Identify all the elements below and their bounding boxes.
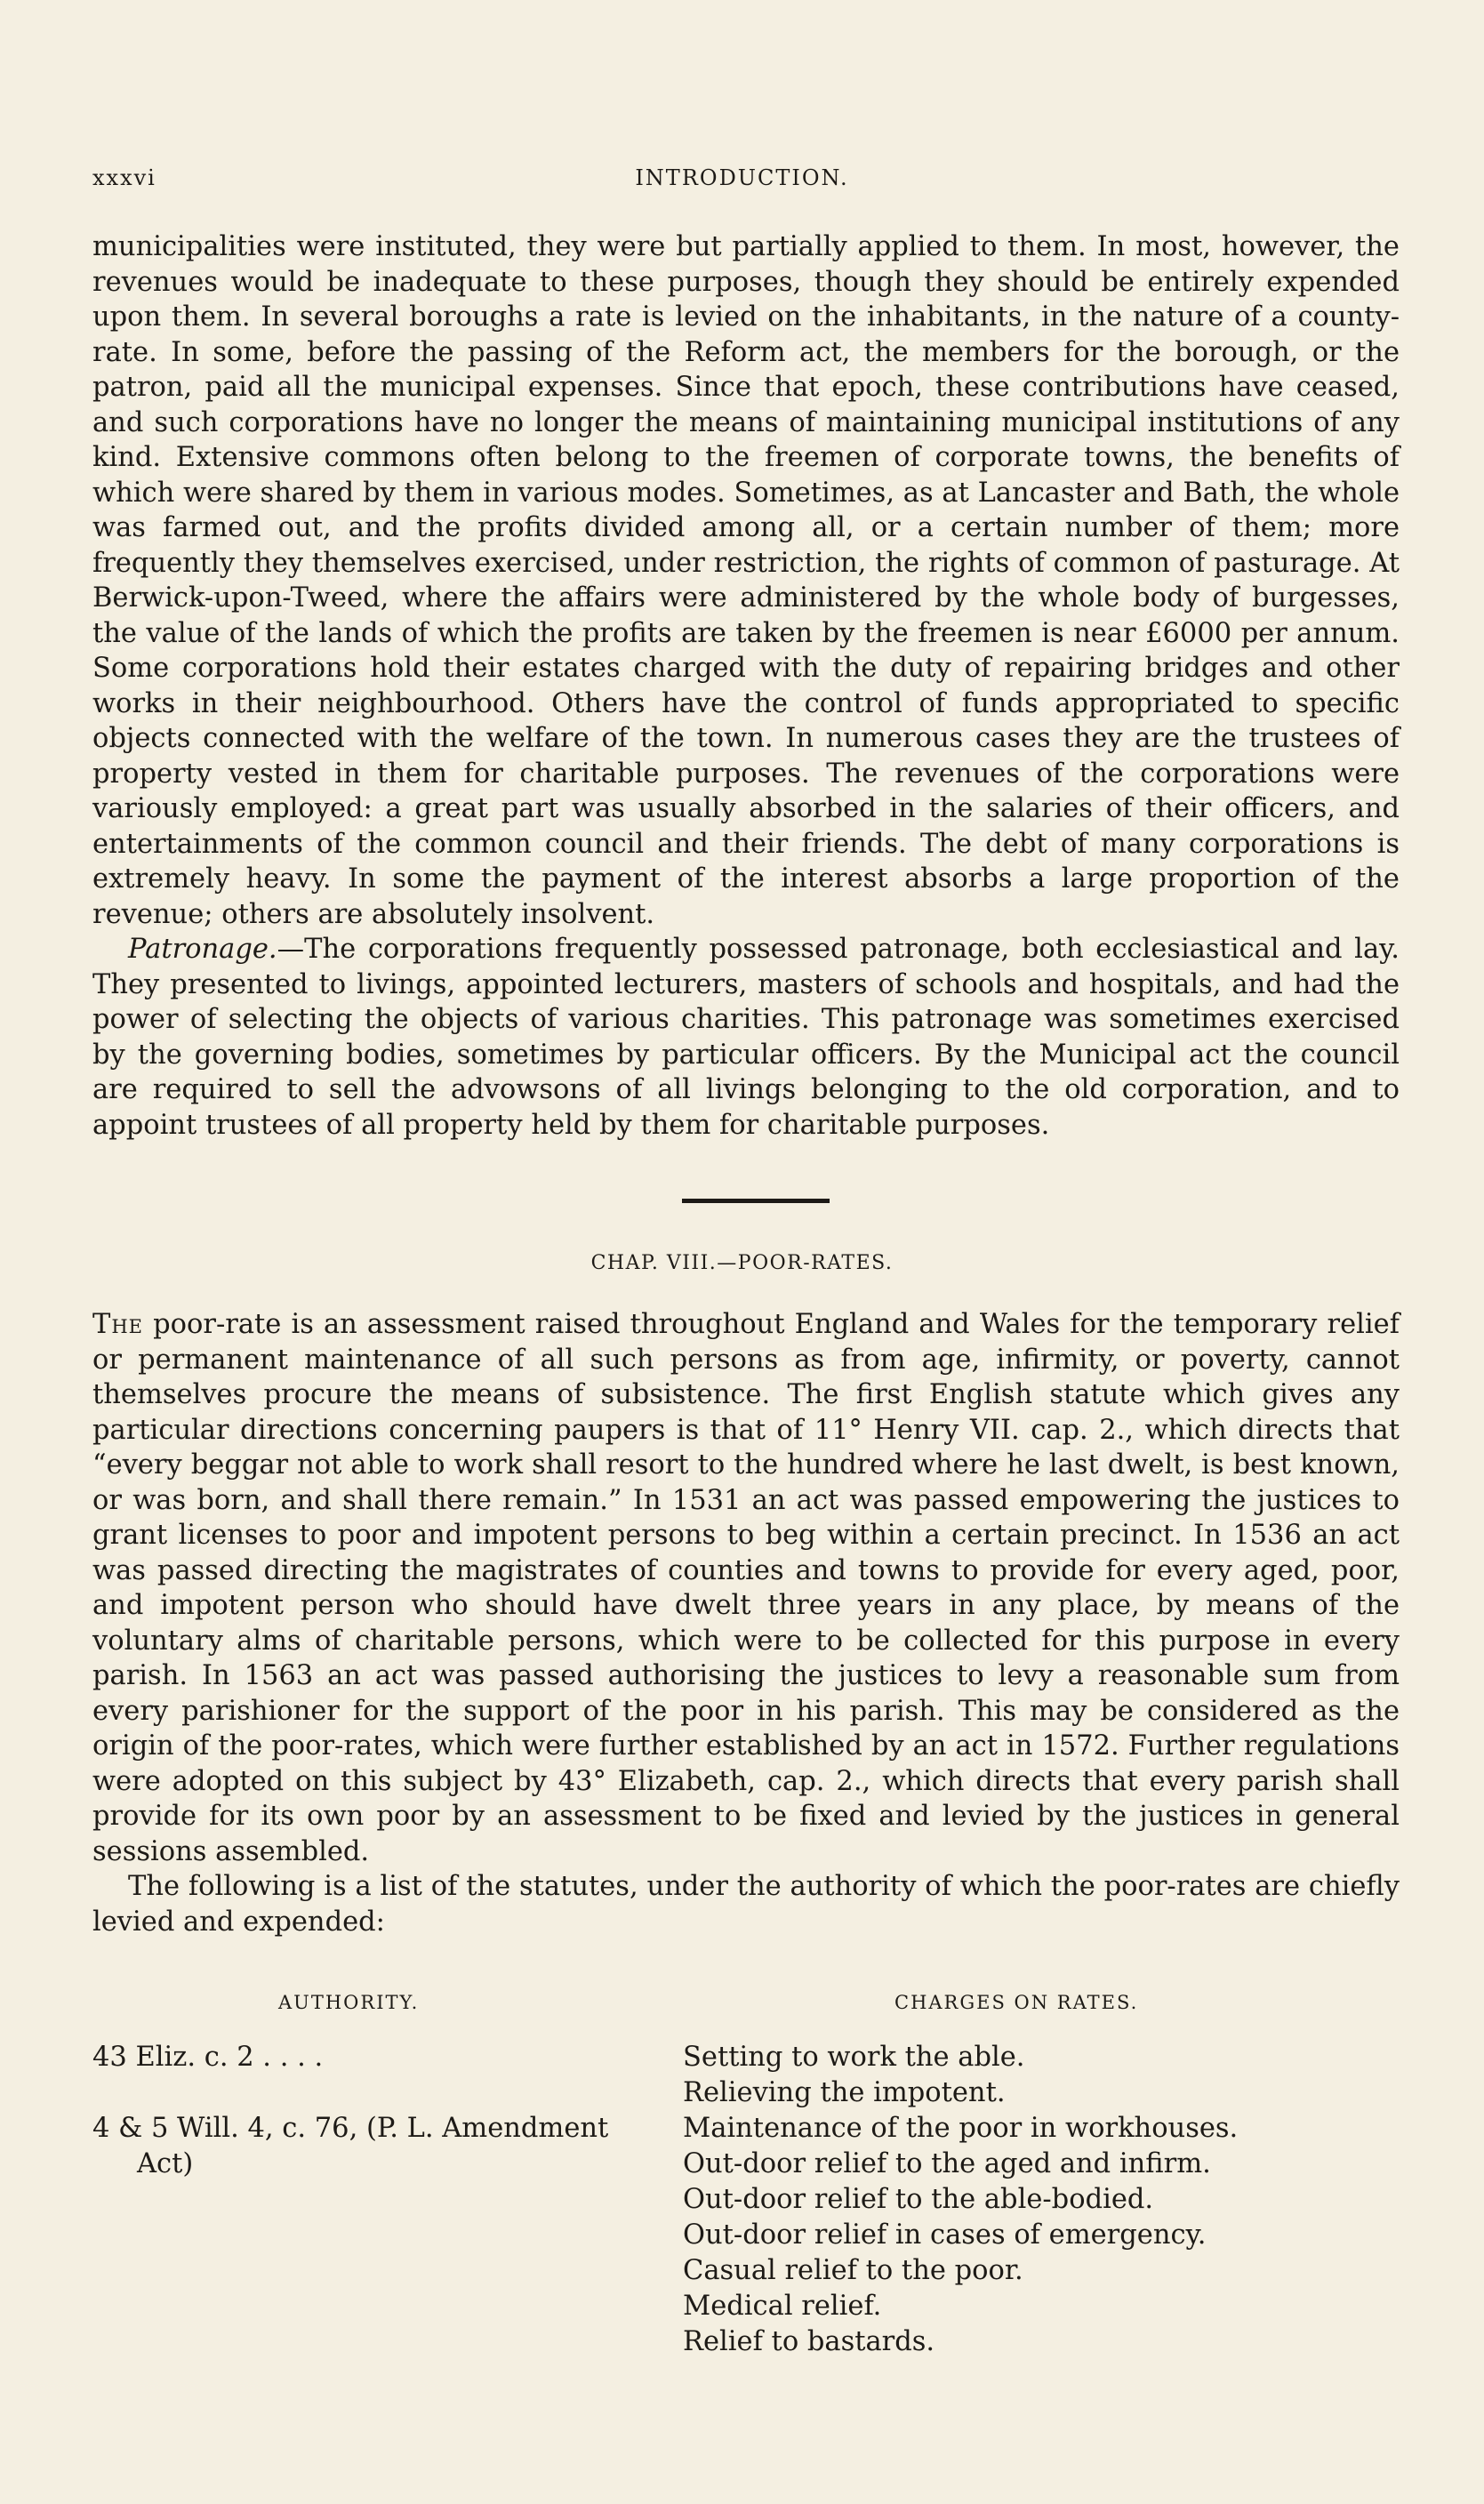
- authority-item: 4 & 5 Will. 4, c. 76, (P. L. Amendment Act): [92, 2113, 609, 2179]
- lead-word: The: [92, 1309, 143, 1340]
- authority-list: [92, 2040, 662, 2218]
- chapter-heading: CHAP. VIII.—POOR-RATES.: [590, 1252, 894, 1274]
- poor-rate-paragraph: [92, 1307, 1400, 1869]
- patronage-paragraph: [92, 932, 1400, 1143]
- charge-item: Out-door relief to the able-bodied.: [683, 2184, 1154, 2215]
- charges-column-header: CHARGES ON RATES.: [894, 1992, 1139, 2013]
- poor-rate-text: poor-rate is an assessment raised throughout England and Wales for the temporary relief or permanent maintenance of all such persons as from age, infirmity, or poverty, cannot themselves procure the means of subsistence. The first English statute which gives any particular directions concerning paupers is that of 11° Henry VII. cap. 2., which directs that “every beggar not able to work shall resort to the hundred where he last dwelt, is best known, or was born, and shall there remain.” In 1531 an act was passed empowering the justices to grant licenses to poor and impotent persons to beg within a certain precinct. In 1536 an act was passed directing the magistrates of counties and towns to provide for every aged, poor, and impotent person who should have dwelt three years in any place, by means of the voluntary alms of charitable persons, which were to be collected for this purpose in every parish. In 1563 an act was passed authorising the justices to levy a reasonable sum from every parishioner for the support of the poor in his parish. This may be considered as the origin of the poor-rates, which were further established by an act in 1572. Further regulations were adopted on this subject by 43° Elizabeth, cap. 2., which directs that every parish shall provide for its own poor by an assessment to be fixed and levied by the justices in general sessions assembled.: [92, 1309, 1400, 1867]
- charge-item: Out-door relief to the aged and infirm.: [683, 2148, 1211, 2179]
- authority-item: 43 Eliz. c. 2 . . . .: [92, 2042, 324, 2073]
- charge-item: Setting to work the able.: [683, 2042, 1025, 2073]
- charge-item: Casual relief to the poor.: [683, 2255, 1023, 2286]
- authority-column-header: AUTHORITY.: [278, 1992, 420, 2013]
- statutes-intro-paragraph: The following is a list of the statutes, under the authority of which the poor-rates are chiefly levied and expended:: [92, 1871, 1400, 1938]
- charges-list: [683, 2040, 1376, 2360]
- charge-item: Relief to bastards.: [683, 2326, 935, 2357]
- charge-item: Relieving the impotent.: [683, 2077, 1006, 2108]
- poor-rates-section: [92, 1307, 1400, 1939]
- municipal-section: [92, 229, 1400, 1143]
- charge-item: Out-door relief in cases of emergency.: [683, 2219, 1207, 2251]
- running-title: INTRODUCTION.: [635, 165, 849, 190]
- charge-item: Medical relief.: [683, 2291, 882, 2322]
- charge-item: Maintenance of the poor in workhouses.: [683, 2113, 1239, 2144]
- running-head: [0, 165, 1484, 201]
- page-number: xxxvi: [92, 165, 156, 190]
- revenues-paragraph: municipalities were instituted, they were but partially applied to them. In most, however, the revenues would be inadequate to these purposes, though they should be entirely expended upon them. In several boroughs a rate is levied on the inhabitants, in the nature of a county-rate. In some, before the passing of the Reform act, the members for the borough, or the patron, paid all the municipal expenses. Since that epoch, these contributions have ceased, and such corporations have no longer the means of maintaining municipal institutions of any kind. Extensive commons often belong to the freemen of corporate towns, the benefits of which were shared by them in various modes. Sometimes, as at Lancaster and Bath, the whole was farmed out, and the profits divided among all, or a certain number of them; more frequently they themselves exercised, under restriction, the rights of common of pasturage. At Berwick-upon-Tweed, where the affairs were administered by the whole body of burgesses, the value of the lands of which the profits are taken by the freemen is near £6000 per annum. Some corporations hold their estates charged with the duty of repairing bridges and other works in their neighbourhood. Others have the control of funds appropriated to specific objects connected with the welfare of the town. In numerous cases they are the trustees of property vested in them for charitable purposes. The revenues of the corporations were variously employed: a great part was usually absorbed in the salaries of their officers, and entertainments of the common council and their friends. The debt of many corporations is extremely heavy. In some the payment of the interest absorbs a large proportion of the revenue; others are absolutely insolvent.: [92, 231, 1400, 930]
- section-divider: [682, 1199, 830, 1203]
- patronage-heading: Patronage.: [128, 934, 277, 965]
- patronage-text: —The corporations frequently possessed patronage, both ecclesiastical and lay. They presented to livings, appointed lecturers, masters of schools and hospitals, and had the power of selecting the objects of various charities. This patronage was sometimes exercised by the governing bodies, sometimes by particular officers. By the Municipal act the council are required to sell the advowsons of all livings belonging to the old corporation, and to appoint trustees of all property held by them for charitable purposes.: [92, 934, 1400, 1141]
